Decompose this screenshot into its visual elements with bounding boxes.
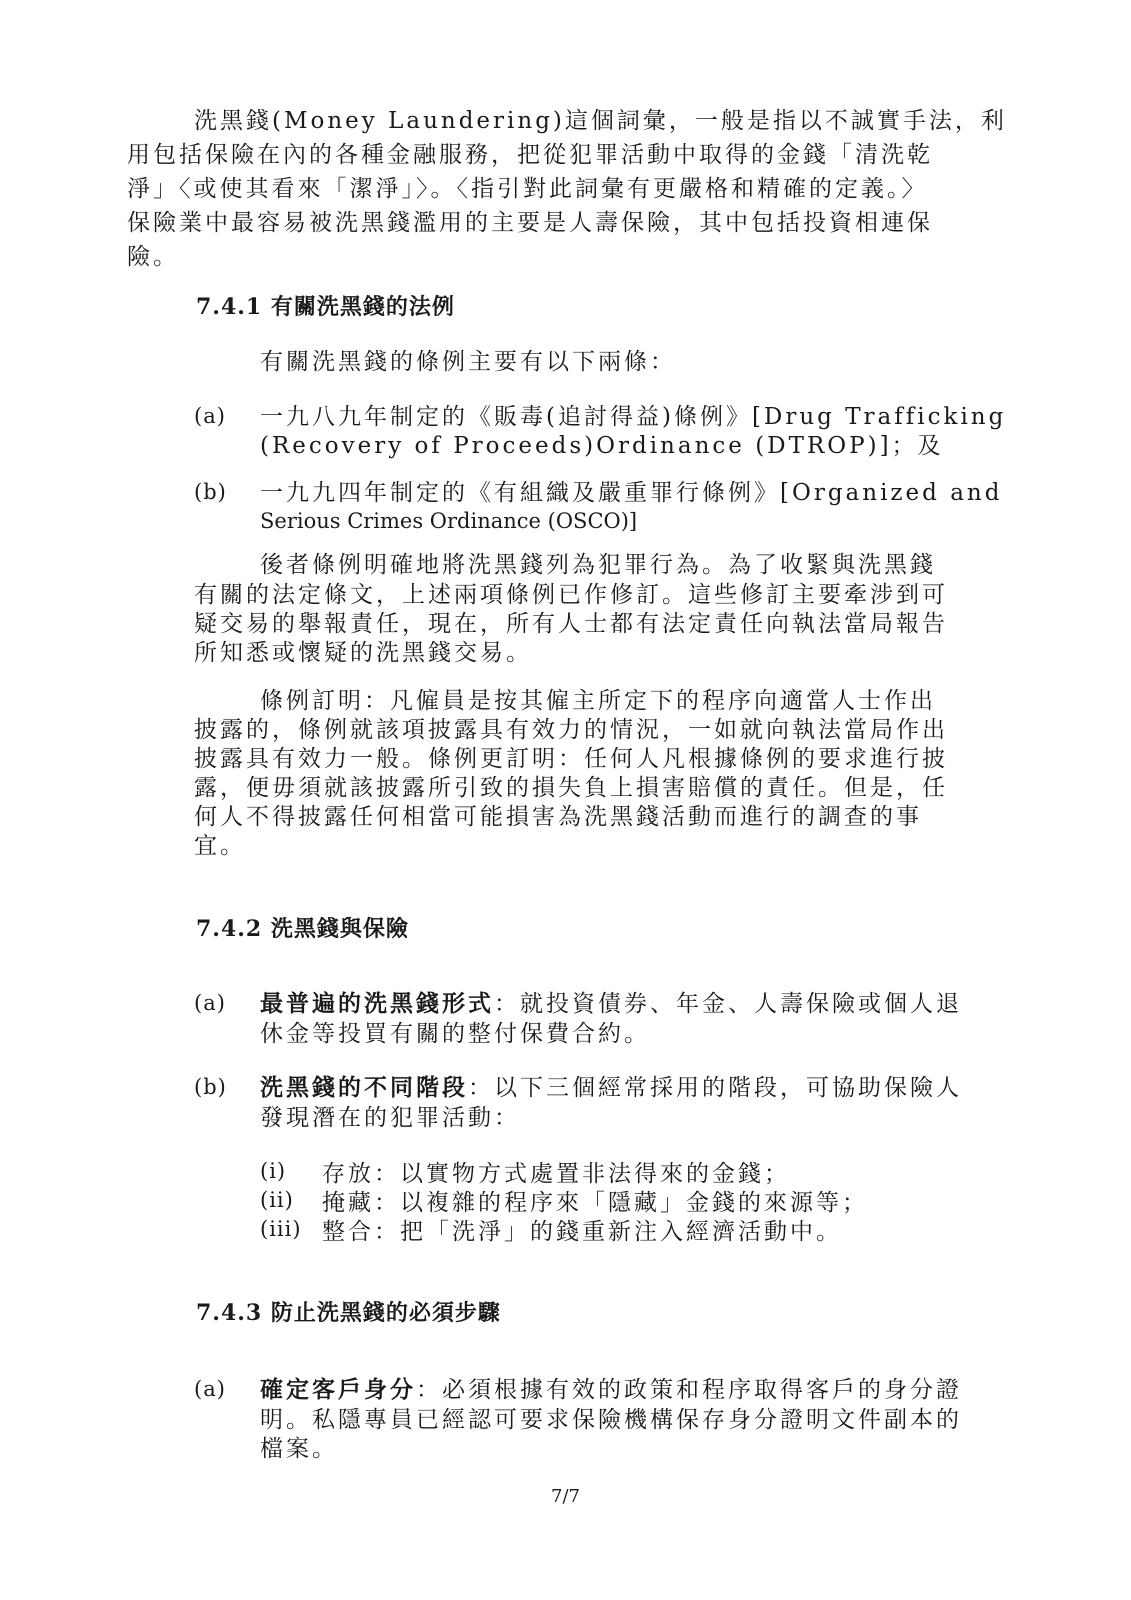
paragraph-line: 何人不得披露任何相當可能損害為洗黑錢活動而進行的調查的事 bbox=[194, 804, 922, 830]
list-item-line bbox=[260, 1071, 962, 1105]
paragraph-line: 疑交易的舉報責任，現在，所有人士都有法定責任向執法當局報告 bbox=[194, 611, 948, 637]
list-item-line: Serious Crimes Ordinance (OSCO)] bbox=[260, 509, 638, 533]
list-marker: (b) bbox=[194, 1075, 227, 1099]
page-number: 7/7 bbox=[551, 1486, 580, 1507]
list-marker: (a) bbox=[194, 991, 226, 1015]
sub-list-text: 掩藏：以複雜的程序來「隱藏」金錢的來源等； bbox=[322, 1190, 868, 1216]
section-heading-7-4-2: 7.4.2 洗黑錢與保險 bbox=[196, 916, 409, 942]
paragraph-line: 條例訂明：凡僱員是按其僱主所定下的程序向適當人士作出 bbox=[260, 688, 936, 714]
list-item-line: 休金等投買有關的整付保費合約。 bbox=[260, 1021, 650, 1047]
list-item-term: 確定客戶身分 bbox=[260, 1376, 416, 1403]
sub-list-text: 存放：以實物方式處置非法得來的金錢； bbox=[322, 1161, 790, 1187]
paragraph-line: 後者條例明確地將洗黑錢列為犯罪行為。為了收緊與洗黑錢 bbox=[260, 552, 936, 578]
list-item-term: 洗黑錢的不同階段 bbox=[260, 1074, 468, 1101]
list-item-line: 明。私隱專員已經認可要求保險機構保存身分證明文件副本的 bbox=[260, 1407, 962, 1433]
sub-list-marker: (i) bbox=[260, 1159, 287, 1183]
intro-line: 險。 bbox=[127, 244, 179, 270]
list-item-term: 最普遍的洗黑錢形式 bbox=[260, 990, 494, 1017]
list-item-text: ：就投資債券、年金、人壽保險或個人退 bbox=[494, 991, 962, 1017]
intro-line: 用包括保險在內的各種金融服務，把從犯罪活動中取得的金錢「清洗乾 bbox=[127, 142, 933, 168]
list-item-line: 發現潛在的犯罪活動： bbox=[260, 1105, 520, 1131]
list-item-text: ：以下三個經常採用的階段，可協助保險人 bbox=[468, 1075, 962, 1101]
list-item-line: 一九八九年制定的《販毒(追討得益)條例》[Drug Trafficking bbox=[260, 404, 1007, 430]
paragraph-line: 披露具有效力一般。條例更訂明：任何人凡根據條例的要求進行披 bbox=[194, 746, 948, 772]
list-item-line: 檔案。 bbox=[260, 1436, 338, 1462]
list-marker: (a) bbox=[194, 404, 226, 428]
list-item-line: (Recovery of Proceeds)Ordinance (DTROP)]；及 bbox=[260, 433, 944, 459]
list-item-text: ：必須根據有效的政策和程序取得客戶的身分證 bbox=[416, 1377, 962, 1403]
paragraph-line: 有關的法定條文，上述兩項條例已作修訂。這些修訂主要牽涉到可 bbox=[194, 582, 948, 608]
paragraph-line: 所知悉或懷疑的洗黑錢交易。 bbox=[194, 640, 532, 666]
list-item-line bbox=[260, 987, 962, 1021]
sub-list-marker: (iii) bbox=[260, 1217, 302, 1241]
intro-line: 保險業中最容易被洗黑錢濫用的主要是人壽保險，其中包括投資相連保 bbox=[127, 210, 933, 236]
section-heading-7-4-1: 7.4.1 有關洗黑錢的法例 bbox=[196, 294, 455, 320]
list-item-line: 一九九四年制定的《有組織及嚴重罪行條例》[Organized and bbox=[260, 480, 1003, 506]
paragraph-line: 披露的，條例就該項披露具有效力的情況，一如就向執法當局作出 bbox=[194, 717, 948, 743]
section-heading-7-4-3: 7.4.3 防止洗黑錢的必須步驟 bbox=[196, 1300, 501, 1326]
sub-list-text: 整合：把「洗淨」的錢重新注入經濟活動中。 bbox=[322, 1219, 842, 1245]
list-marker: (b) bbox=[194, 480, 227, 504]
intro-line: 洗黑錢(Money Laundering)這個詞彙，一般是指以不誠實手法，利 bbox=[194, 108, 1007, 134]
sub-list-marker: (ii) bbox=[260, 1188, 294, 1212]
paragraph-line: 露，便毋須就該披露所引致的損失負上損害賠償的責任。但是，任 bbox=[194, 775, 948, 801]
paragraph-line: 宜。 bbox=[194, 833, 246, 859]
list-item-line bbox=[260, 1373, 962, 1407]
intro-line: 淨」〈或使其看來「潔淨」〉。〈指引對此詞彙有更嚴格和精確的定義。〉 bbox=[127, 176, 928, 202]
section-lead: 有關洗黑錢的條例主要有以下兩條： bbox=[260, 349, 676, 375]
list-marker: (a) bbox=[194, 1377, 226, 1401]
